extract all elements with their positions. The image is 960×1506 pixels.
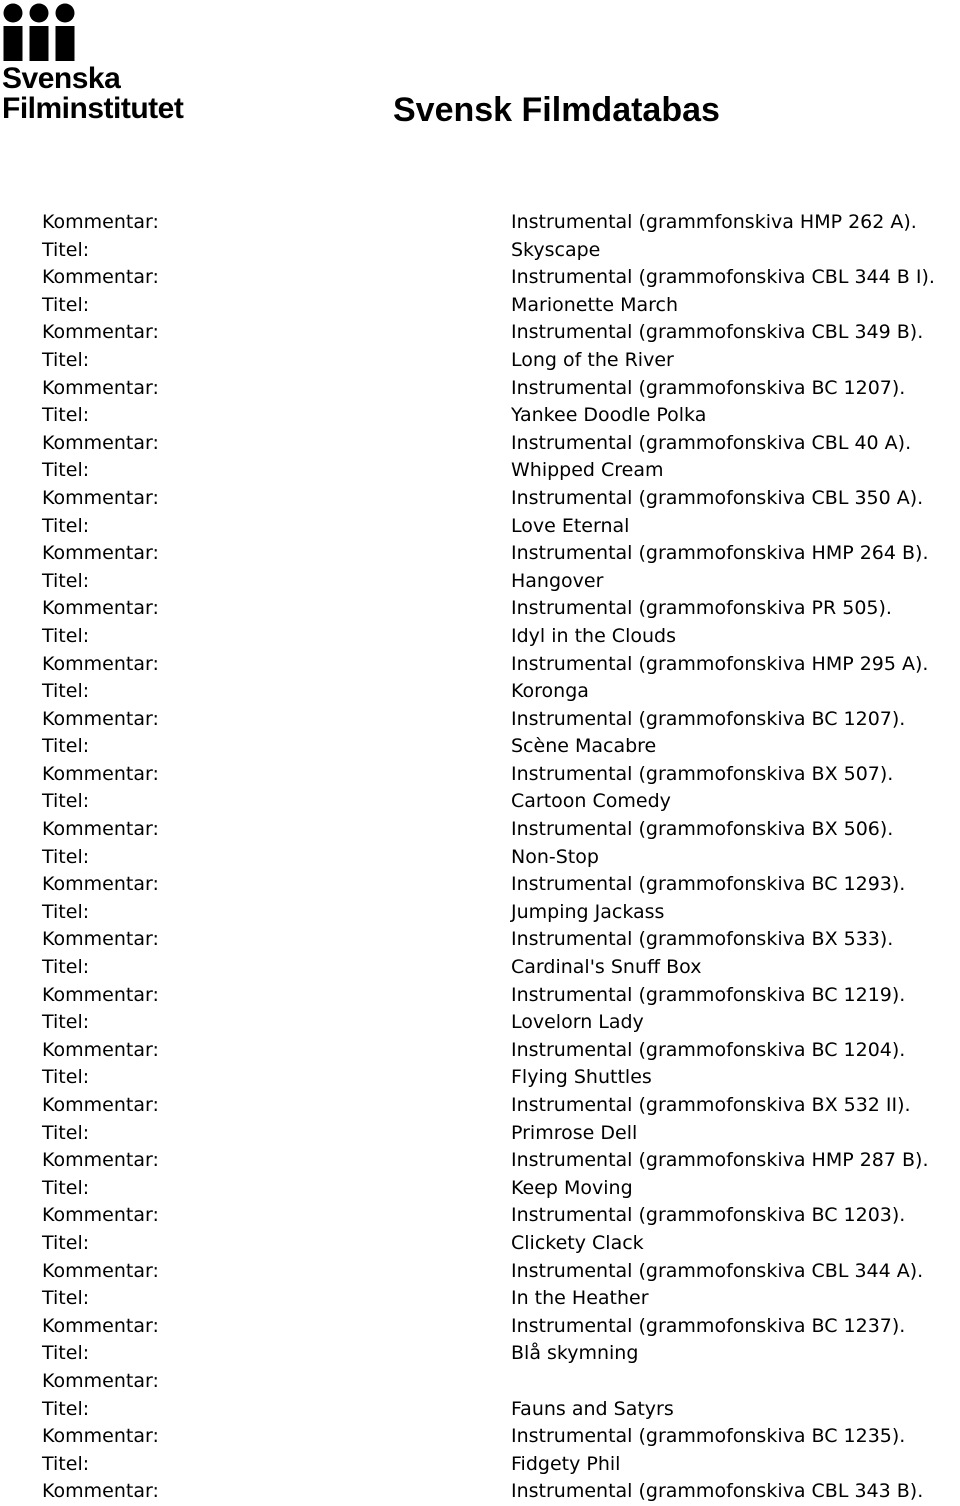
record-row xyxy=(0,540,960,568)
field-label: Kommentar: xyxy=(42,321,159,344)
field-value: Non-Stop xyxy=(511,845,599,868)
field-label: Kommentar: xyxy=(42,211,159,233)
field-label: Kommentar: xyxy=(42,597,159,620)
record-row xyxy=(0,1120,960,1148)
field-label: Kommentar: xyxy=(42,652,159,675)
field-label: Titel: xyxy=(42,1342,90,1365)
record-row xyxy=(0,651,960,679)
record-row xyxy=(0,513,960,541)
logo-text-line-1: Svenska xyxy=(2,62,121,95)
field-value: Instrumental (grammofonskiva BX 533). xyxy=(511,928,894,951)
field-label: Titel: xyxy=(42,569,90,592)
record-row xyxy=(0,595,960,623)
field-label: Titel: xyxy=(42,1287,90,1310)
record-row xyxy=(0,347,960,375)
record-row xyxy=(0,1175,960,1203)
record-row xyxy=(0,706,960,734)
record-row xyxy=(0,1064,960,1092)
field-value: Instrumental (grammfonskiva HMP 262 A). xyxy=(511,211,917,233)
field-value: Flying Shuttles xyxy=(511,1066,652,1089)
page-title: Svensk Filmdatabas xyxy=(393,91,720,129)
field-label: Titel: xyxy=(42,900,90,923)
field-value: Instrumental (grammofonskiva CBL 344 A). xyxy=(511,1259,924,1282)
field-value: Instrumental (grammofonskiva BC 1207). xyxy=(511,376,906,399)
field-label: Titel: xyxy=(42,1066,90,1089)
field-value: Scène Macabre xyxy=(511,735,657,758)
field-label: Kommentar: xyxy=(42,431,159,454)
field-label: Kommentar: xyxy=(42,983,159,1006)
svenska-filminstitutet-logo xyxy=(0,0,205,130)
record-row xyxy=(0,209,960,237)
record-row xyxy=(0,1285,960,1313)
field-value: Marionette March xyxy=(511,293,679,316)
field-label: Kommentar: xyxy=(42,1314,159,1337)
record-row xyxy=(0,430,960,458)
record-row xyxy=(0,1258,960,1286)
record-row xyxy=(0,568,960,596)
field-label: Titel: xyxy=(42,624,90,647)
field-value: Instrumental (grammofonskiva CBL 343 B). xyxy=(511,1480,924,1503)
field-value: Instrumental (grammofonskiva CBL 40 A). xyxy=(511,431,912,454)
field-label: Kommentar: xyxy=(42,542,159,565)
field-value: Instrumental (grammofonskiva BC 1235). xyxy=(511,1425,906,1448)
field-label: Titel: xyxy=(42,238,90,261)
field-label: Titel: xyxy=(42,680,90,703)
field-value: Koronga xyxy=(511,680,589,703)
field-value: Instrumental (grammofonskiva BC 1219). xyxy=(511,983,906,1006)
field-value: Idyl in the Clouds xyxy=(511,624,676,647)
field-value: Blå skymning xyxy=(511,1342,639,1365)
field-label: Kommentar: xyxy=(42,818,159,841)
record-row xyxy=(0,1451,960,1479)
field-label: Titel: xyxy=(42,845,90,868)
field-value: Skyscape xyxy=(511,238,601,261)
field-label: Kommentar: xyxy=(42,1149,159,1172)
field-value: Instrumental (grammofonskiva HMP 264 B). xyxy=(511,542,929,565)
record-row xyxy=(0,1092,960,1120)
record-row xyxy=(0,1396,960,1424)
field-value: Instrumental (grammofonskiva BC 1204). xyxy=(511,1038,906,1061)
field-value: Instrumental (grammofonskiva BC 1237). xyxy=(511,1314,906,1337)
record-row xyxy=(0,1202,960,1230)
record-row xyxy=(0,1037,960,1065)
field-value: Cartoon Comedy xyxy=(511,790,671,813)
record-row xyxy=(0,678,960,706)
field-label: Titel: xyxy=(42,956,90,979)
record-row xyxy=(0,1478,960,1506)
record-row xyxy=(0,623,960,651)
record-row xyxy=(0,402,960,430)
field-value: Instrumental (grammofonskiva PR 505). xyxy=(511,597,892,620)
field-label: Titel: xyxy=(42,1231,90,1254)
field-value: Keep Moving xyxy=(511,1176,633,1199)
record-row xyxy=(0,264,960,292)
field-value: Instrumental (grammofonskiva HMP 295 A). xyxy=(511,652,929,675)
field-value: Instrumental (grammofonskiva BX 507). xyxy=(511,762,894,785)
field-label: Titel: xyxy=(42,790,90,813)
field-label: Kommentar: xyxy=(42,707,159,730)
record-list xyxy=(0,209,960,1506)
field-value: Instrumental (grammofonskiva CBL 344 B I). xyxy=(511,266,935,289)
record-row xyxy=(0,1230,960,1258)
record-row xyxy=(0,375,960,403)
field-label: Titel: xyxy=(42,735,90,758)
field-label: Titel: xyxy=(42,514,90,537)
field-value: Yankee Doodle Polka xyxy=(511,404,707,427)
field-label: Kommentar: xyxy=(42,928,159,951)
field-label: Titel: xyxy=(42,1452,90,1475)
record-row xyxy=(0,1147,960,1175)
field-label: Titel: xyxy=(42,1176,90,1199)
record-row xyxy=(0,319,960,347)
field-label: Kommentar: xyxy=(42,1204,159,1227)
record-row xyxy=(0,237,960,265)
record-row xyxy=(0,292,960,320)
record-row xyxy=(0,1423,960,1451)
field-value: Instrumental (grammofonskiva BC 1203). xyxy=(511,1204,906,1227)
field-label: Titel: xyxy=(42,459,90,482)
field-value: Hangover xyxy=(511,569,604,592)
field-value: Instrumental (grammofonskiva BC 1207). xyxy=(511,707,906,730)
field-value: Instrumental (grammofonskiva BC 1293). xyxy=(511,873,906,896)
field-value: Instrumental (grammofonskiva CBL 349 B). xyxy=(511,321,924,344)
record-row xyxy=(0,457,960,485)
field-label: Kommentar: xyxy=(42,1425,159,1448)
field-label: Titel: xyxy=(42,293,90,316)
field-label: Titel: xyxy=(42,348,90,371)
field-value: Clickety Clack xyxy=(511,1231,644,1254)
field-value: Cardinal's Snuff Box xyxy=(511,956,702,979)
field-label: Kommentar: xyxy=(42,1259,159,1282)
field-value: Love Eternal xyxy=(511,514,630,537)
field-value: Primrose Dell xyxy=(511,1121,638,1144)
field-label: Kommentar: xyxy=(42,486,159,509)
field-label: Titel: xyxy=(42,404,90,427)
field-label: Titel: xyxy=(42,1121,90,1144)
record-row xyxy=(0,1340,960,1368)
field-label: Kommentar: xyxy=(42,1369,159,1392)
field-value: In the Heather xyxy=(511,1287,649,1310)
field-value: Instrumental (grammofonskiva HMP 287 B). xyxy=(511,1149,929,1172)
record-row xyxy=(0,926,960,954)
field-label: Kommentar: xyxy=(42,266,159,289)
field-label: Kommentar: xyxy=(42,762,159,785)
field-value: Instrumental (grammofonskiva CBL 350 A). xyxy=(511,486,924,509)
field-value: Jumping Jackass xyxy=(511,900,665,923)
field-value: Fidgety Phil xyxy=(511,1452,621,1475)
record-row xyxy=(0,1313,960,1341)
field-value: Instrumental (grammofonskiva BX 532 II). xyxy=(511,1094,911,1116)
field-label: Kommentar: xyxy=(42,873,159,896)
record-row xyxy=(0,899,960,927)
field-value: Lovelorn Lady xyxy=(511,1011,644,1034)
record-row xyxy=(0,761,960,789)
logo-text-line-2: Filminstitutet xyxy=(2,92,184,125)
record-row xyxy=(0,733,960,761)
record-row xyxy=(0,954,960,982)
field-value: Whipped Cream xyxy=(511,459,664,482)
field-label: Kommentar: xyxy=(42,1038,159,1061)
field-label: Kommentar: xyxy=(42,376,159,399)
field-label: Kommentar: xyxy=(42,1094,159,1116)
logo-dots-icon xyxy=(3,3,77,63)
field-label: Titel: xyxy=(42,1011,90,1034)
record-row xyxy=(0,982,960,1010)
record-row xyxy=(0,788,960,816)
field-value: Fauns and Satyrs xyxy=(511,1397,674,1420)
record-row xyxy=(0,844,960,872)
record-row xyxy=(0,816,960,844)
field-value: Instrumental (grammofonskiva BX 506). xyxy=(511,818,894,841)
record-row xyxy=(0,485,960,513)
record-row xyxy=(0,1368,960,1396)
field-label: Titel: xyxy=(42,1397,90,1420)
field-value: Long of the River xyxy=(511,348,674,371)
record-row xyxy=(0,1009,960,1037)
record-row xyxy=(0,871,960,899)
field-label: Kommentar: xyxy=(42,1480,159,1503)
